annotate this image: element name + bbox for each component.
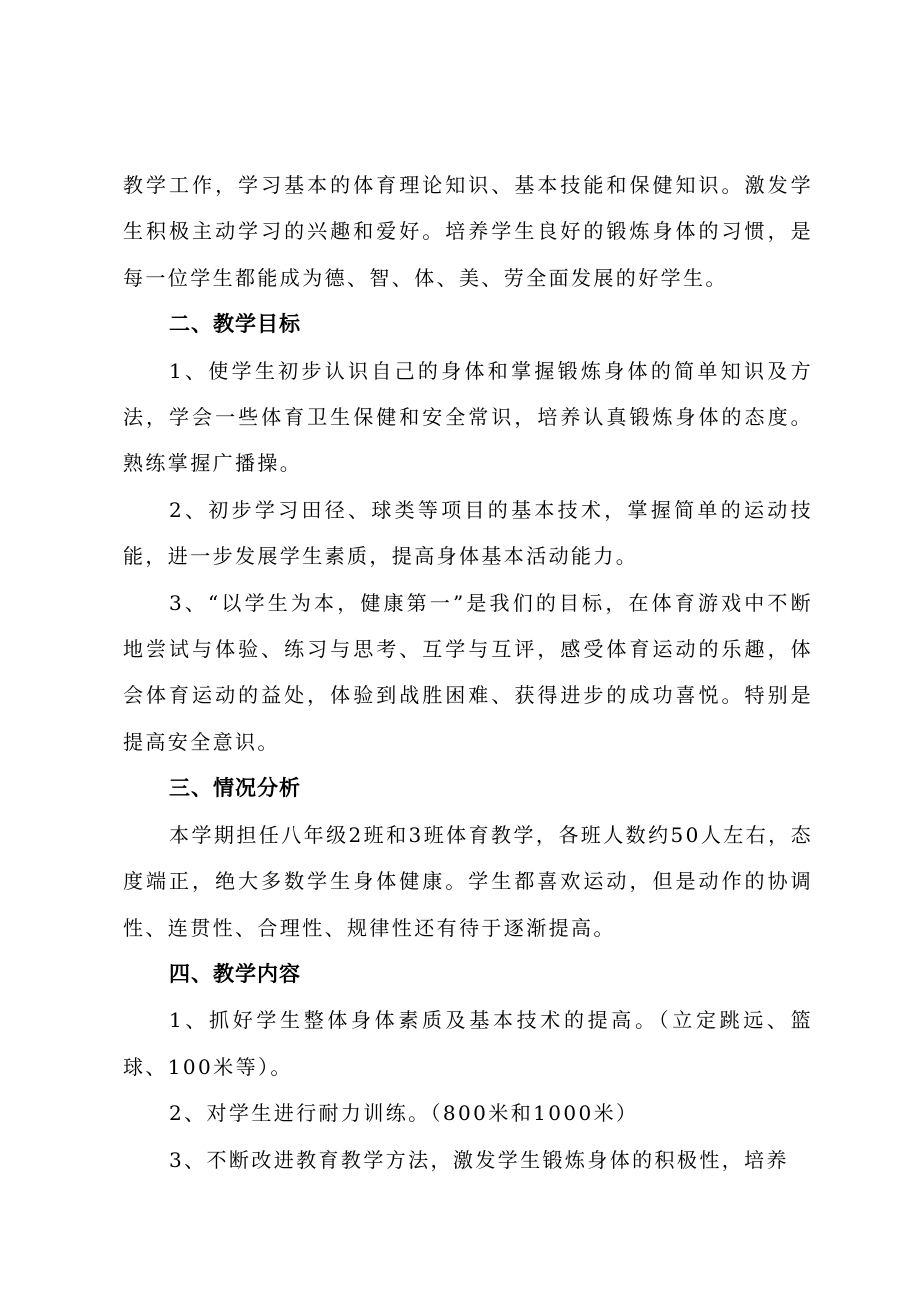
section-heading-situation-analysis: 三、情况分析 bbox=[169, 776, 301, 801]
goal-item-1: 1、使学生初步认识自己的身体和掌握锻炼身体的简单知识及方法，学会一些体育卫生保健和安全常识，培养认真锻炼身体的态度。熟练掌握广播操。 bbox=[123, 358, 813, 476]
document-body bbox=[123, 162, 813, 1183]
analysis-paragraph: 本学期担任八年级2班和3班体育教学，各班人数约50人左右，态度端正，绝大多数学生身体健康。学生都喜欢运动，但是动作的协调性、连贯性、合理性、规律性还有待于逐渐提高。 bbox=[123, 822, 813, 940]
section-heading-teaching-content: 四、教学内容 bbox=[169, 961, 301, 986]
content-item-2: 2、对学生进行耐力训练。（800米和1000米） bbox=[169, 1101, 639, 1126]
goal-item-3: 3、“以学生为本，健康第一”是我们的目标，在体育游戏中不断地尝试与体验、练习与思考、互学与互评，感受体育运动的乐趣，体会体育运动的益处，体验到战胜困难、获得进步的成功喜悦。特别是提高安全意识。 bbox=[123, 590, 813, 754]
section-heading-teaching-goals: 二、教学目标 bbox=[169, 312, 301, 337]
content-item-1: 1、抓好学生整体身体素质及基本技术的提高。（立定跳远、篮球、100米等）。 bbox=[123, 1008, 813, 1079]
content-item-3: 3、不断改进教育教学方法，激发学生锻炼身体的积极性，培养 bbox=[169, 1147, 789, 1172]
goal-item-2: 2、初步学习田径、球类等项目的基本技术，掌握简单的运动技能，进一步发展学生素质，提高身体基本活动能力。 bbox=[123, 497, 813, 569]
paragraph-intro-continuation: 教学工作，学习基本的体育理论知识、基本技能和保健知识。激发学生积极主动学习的兴趣和爱好。培养学生良好的锻炼身体的习惯，是每一位学生都能成为德、智、体、美、劳全面发展的好学生。 bbox=[123, 173, 813, 290]
